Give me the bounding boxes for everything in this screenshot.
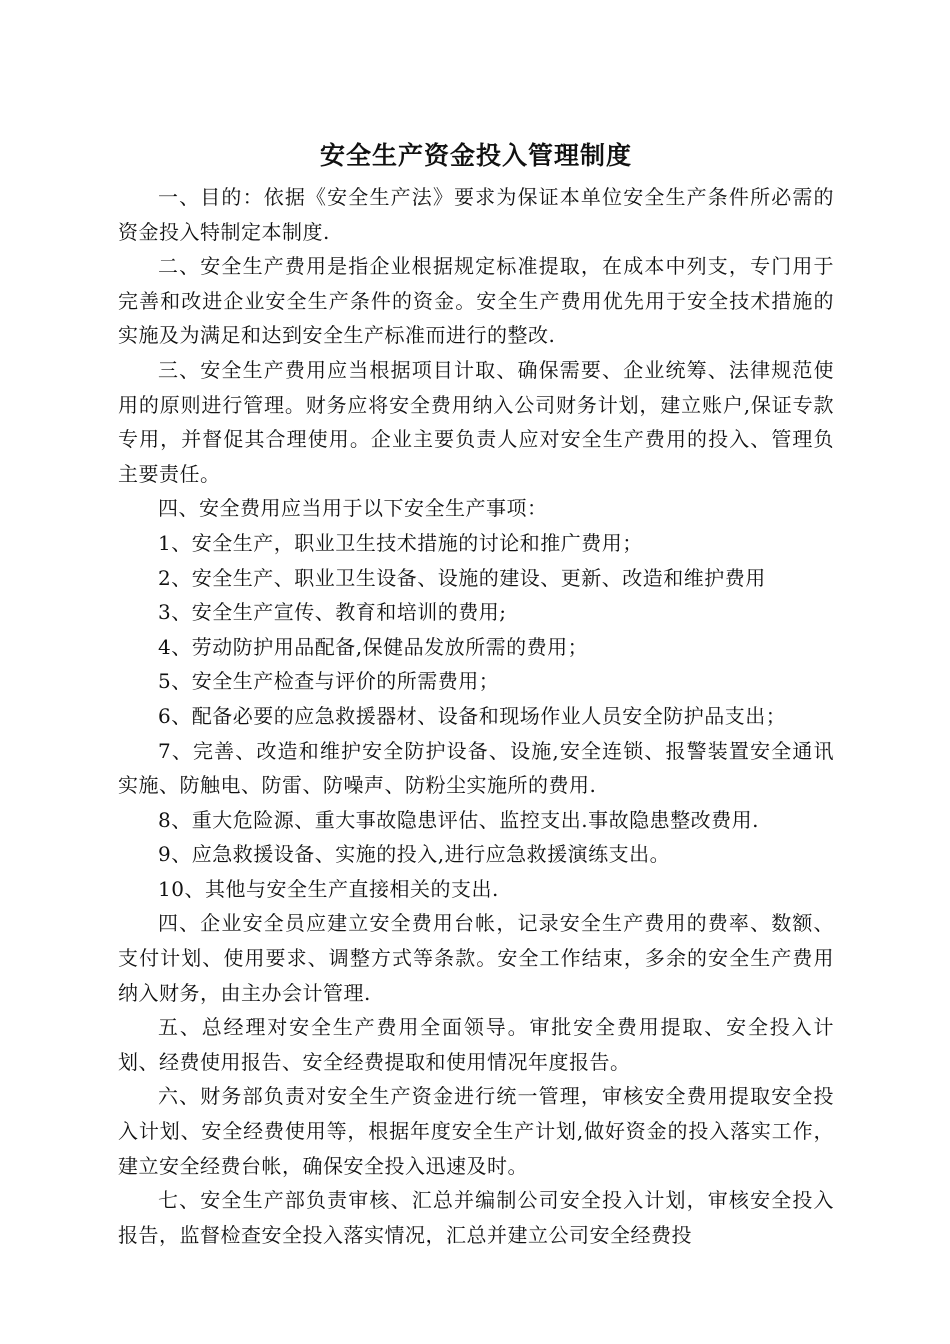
- paragraph-general-manager: 五、总经理对安全生产费用全面领导。审批安全费用提取、安全投入计划、经费使用报告、安全经费提取和使用情况年度报告。: [118, 1015, 834, 1074]
- list-item-9: 9、应急救援设备、实施的投入,进行应急救援演练支出。: [158, 842, 671, 867]
- paragraph-safety-dept: 七、安全生产部负责审核、汇总并编制公司安全投入计划，审核安全投入报告，监督检查安全投入落实情况，汇总并建立公司安全经费投: [118, 1188, 834, 1247]
- list-item-3: 3、安全生产宣传、教育和培训的费用;: [158, 600, 507, 625]
- document-page: [118, 134, 834, 1252]
- list-item-7: 7、完善、改造和维护安全防护设备、设施,安全连锁、报警装置安全通讯实施、防触电、防雷、防噪声、防粉尘实施所的费用.: [118, 738, 834, 798]
- list-item-5: 5、安全生产检查与评价的所需费用；: [158, 669, 500, 694]
- list-item-10: 10、其他与安全生产直接相关的支出.: [158, 876, 499, 901]
- paragraph-management-principles: 三、安全生产费用应当根据项目计取、确保需要、企业统筹、法律规范使用的原则进行管理。财务应将安全费用纳入公司财务计划，建立账户,保证专款专用，并督促其合理使用。企业主要负责人应对安全生产费用的投入、管理负主要责任。: [118, 357, 834, 486]
- list-item-4: 4、劳动防护用品配备,保健品发放所需的费用；: [158, 634, 589, 659]
- paragraph-purpose: 一、目的：依据《安全生产法》要求为保证本单位安全生产条件所必需的资金投入特制定本制度.: [118, 185, 834, 244]
- list-item-1: 1、安全生产，职业卫生技术措施的讨论和推广费用；: [158, 530, 643, 555]
- paragraph-finance-dept: 六、财务部负责对安全生产资金进行统一管理，审核安全费用提取安全投入计划、安全经费使用等，根据年度安全生产计划,做好资金的投入落实工作，建立安全经费台帐，确保安全投入迅速及时。: [118, 1084, 834, 1178]
- list-item-2: 2、安全生产、职业卫生设备、设施的建设、更新、改造和维护费用: [158, 565, 766, 590]
- document-title: 安全生产资金投入管理制度: [319, 141, 632, 170]
- list-item-6: 6、配备必要的应急救援器材、设备和现场作业人员安全防护品支出；: [158, 703, 787, 728]
- list-item-8: 8、重大危险源、重大事故隐患评估、监控支出.事故隐患整改费用.: [158, 807, 759, 832]
- paragraph-ledger: 四、企业安全员应建立安全费用台帐，记录安全生产费用的费率、数额、支付计划、使用要求、调整方式等条款。安全工作结束，多余的安全生产费用纳入财务，由主办会计管理.: [118, 911, 834, 1005]
- paragraph-usage-scope: 四、安全费用应当用于以下安全生产事项：: [158, 496, 548, 521]
- paragraph-definition: 二、安全生产费用是指企业根据规定标准提取，在成本中列支，专门用于完善和改进企业安全生产条件的资金。安全生产费用优先用于安全技术措施的实施及为满足和达到安全生产标准而进行的整改.: [118, 254, 834, 348]
